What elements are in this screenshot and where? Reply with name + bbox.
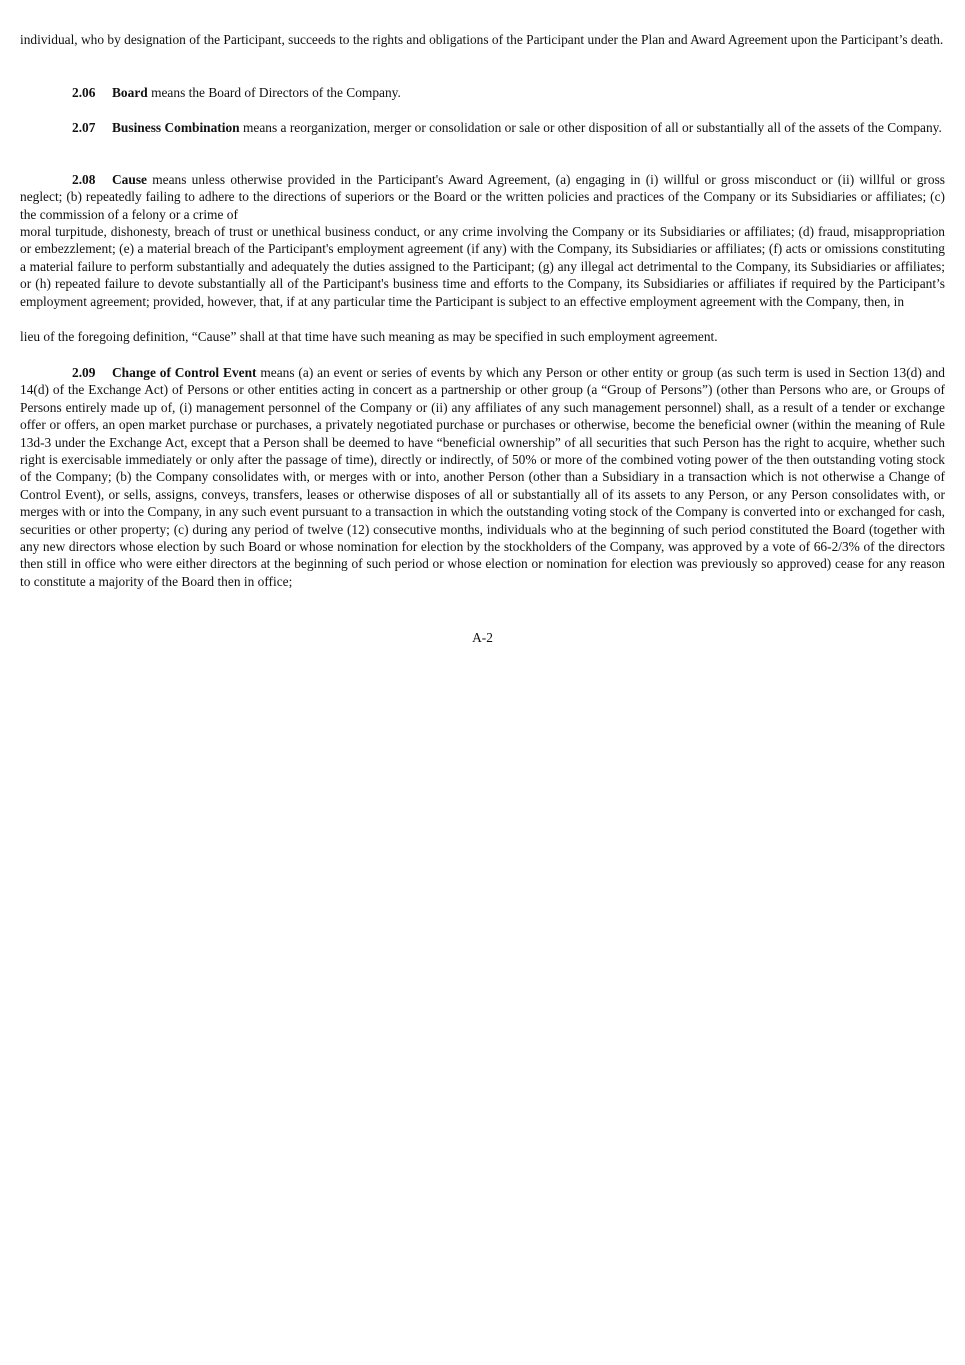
definition-text: lieu of the foregoing definition, “Cause” shall at that time have such meaning as may be specified in such employment agreement.	[20, 329, 718, 344]
section-2-09	[20, 364, 945, 590]
section-number: 2.06	[72, 85, 96, 100]
section-2-07	[20, 119, 945, 136]
section-number: 2.09	[72, 365, 96, 380]
page-number: A-2	[472, 630, 493, 645]
definition-text: means (a) an event or series of events by which any Person or other entity or group (as such term is used in Section 13(d) and 14(d) of the Exchange Act) of Persons or other entities acting in concert as a partnership or other group (a “Group of Persons”) (other than Persons who are, or Groups of Persons entirely made up of, (i) management personnel of the Company or (ii) any affiliates of any such management personnel) shall, as a result of a tender or exchange offer or offers, an open market purchase or purchases, a privately negotiated purchase or purchases or otherwise, become the beneficial owner (within the meaning of Rule 13d-3 under the Exchange Act, except that a Person shall be deemed to have “beneficial ownership” of all securities that such Person has the right to acquire, whether such right is exercisable immediately or only after the passage of time), directly or indirectly, of 50% or more of the combined voting power of the then outstanding voting stock of the Company; (b) the Company consolidates with, or merges with or into, another Person (other than a Subsidiary in a transaction which is not otherwise a Change of Control Event), or sells, assigns, conveys, transfers, leases or otherwise disposes of all or substantially all of its assets to any Person, or any Person consolidates with, or merges with or into the Company, in any such event pursuant to a transaction in which the outstanding voting stock of the Company is converted into or exchanged for cash, securities or other property; (c) during any period of twelve (12) consecutive months, individuals who at the beginning of such period constituted the Board (together with any new directors whose election by such Board or whose nomination for election by the stockholders of the Company, was approved by a vote of 66-2/3% of the directors then still in office who were either directors at the beginning of such period or whose election or nomination for election was previously so approved) cease for any reason to constitute a majority of the Board then in office;	[20, 365, 946, 589]
section-2-08-part-1	[20, 171, 945, 223]
section-2-08-part-2	[20, 223, 945, 310]
paragraph-continuation	[20, 31, 945, 48]
section-2-08-part-3	[20, 328, 945, 345]
paragraph-text: individual, who by designation of the Participant, succeeds to the rights and obligations of the Participant under the Plan and Award Agreement upon the Participant’s death.	[20, 32, 944, 47]
definition-text: means unless otherwise provided in the Participant's Award Agreement, (a) engaging in (i) willful or gross misconduct or (ii) willful or gross neglect; (b) repeatedly failing to adhere to the directions of superiors or the Board or the written policies and practices of the Company or its Subsidiaries or affiliates; (c) the commission of a felony or a crime of	[20, 172, 945, 222]
definition-text: moral turpitude, dishonesty, breach of trust or unethical business conduct, or any crime involving the Company or its Subsidiaries or affiliates; (d) fraud, misappropriation or embezzlement; (e) a material breach of the Participant's employment agreement (if any) with the Company, its Subsidiaries or affiliates; (f) acts or omissions constituting a material failure to perform substantially and adequately the duties assigned to the Participant; (g) any illegal act detrimental to the Company, its Subsidiaries or affiliates; or (h) repeated failure to devote substantially all of the Participant's business time and efforts to the Company, its Subsidiaries or affiliates if required by the Participant’s employment agreement; provided, however, that, if at any particular time the Participant is subject to an effective employment agreement with the Company, then, in	[20, 224, 945, 309]
defined-term: Board	[112, 85, 148, 100]
definition-text: means a reorganization, merger or consolidation or sale or other disposition of all or substantially all of the assets of the Company.	[239, 120, 942, 135]
defined-term: Change of Control Event	[112, 365, 257, 380]
defined-term: Business Combination	[112, 120, 240, 135]
defined-term: Cause	[112, 172, 147, 187]
section-number: 2.08	[72, 172, 96, 187]
definition-text: means the Board of Directors of the Company.	[147, 85, 401, 100]
section-2-06	[20, 84, 945, 101]
section-number: 2.07	[72, 120, 96, 135]
